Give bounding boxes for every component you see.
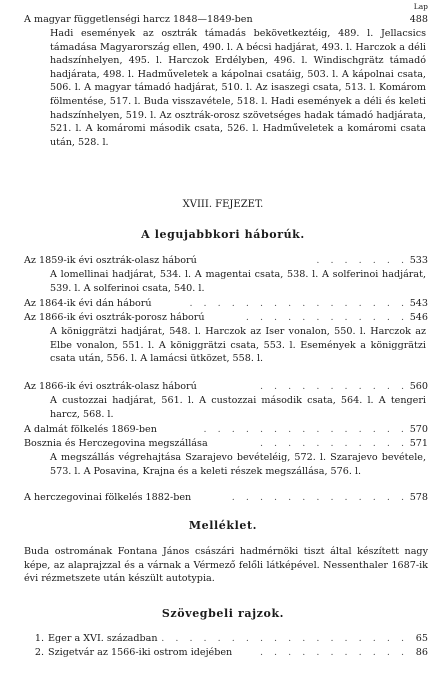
toc-entry-page: 546	[409, 312, 428, 323]
figure-page: 86	[415, 647, 428, 658]
page-column-label: Lap	[413, 2, 428, 11]
toc-entry-label: Bosznia és Herczegovina megszállása	[24, 438, 208, 449]
leader-dots: . . . . . . . . . . .	[259, 381, 408, 392]
leader-dots: . . . . . . . . . . .	[259, 438, 408, 449]
figure-entry	[48, 646, 428, 660]
toc-entry-title	[24, 380, 428, 394]
toc-entry-page: 560	[409, 381, 428, 392]
toc-entry-page: 533	[409, 255, 428, 266]
leader-dots: . . . . . . .	[316, 255, 408, 266]
chapter-number: XVIII. FEJEZET.	[182, 199, 264, 210]
leader-dots: . . . . . . . . . . . . . . .	[203, 424, 408, 435]
toc-entry-description: A megszállás végrehajtása Szarajevo bevételéig, 572. l. Szarajevo bevétele, 573. l. A Posavina, Krajna és a keleti részek megszállása, 576. l.	[50, 452, 426, 477]
figure-title: Eger a XVI. században	[48, 633, 158, 644]
toc-entry-title	[24, 297, 428, 311]
toc-entry-description: A königgrätzi hadjárat, 548. l. Harczok az Iser vonalon, 550. l. Harczok az Elbe vonalon, 551. l. A königgrätzi csata, 553. l. Események a königgrätzi csata után, 556. l. A lamácsi ütközet, 558. l.	[50, 326, 426, 365]
figure-title: Szigetvár az 1566-iki ostrom idejében	[48, 647, 233, 658]
toc-entry-page: 570	[409, 424, 428, 435]
leader-dots: . . . . . . . . . . . .	[245, 312, 408, 323]
toc-entry-description: A lomellinai hadjárat, 534. l. A magentai csata, 538. l. A solferinoi hadjárat, 539. l. A solferinoi csata, 540. l.	[50, 269, 426, 294]
figure-number: 2.	[34, 647, 44, 658]
toc-entry-title	[24, 254, 428, 268]
figure-page: 65	[415, 633, 428, 644]
appendix-text: Buda ostromának Fontana János császári hadmérnöki tiszt által készített nagy képe, az alaprajzzal és a várnak a Vérmező felőli látképével. Nessenthaler 1687-ik évi rézmetszete után készült autotypia.	[24, 546, 428, 585]
leader-dots: . . . . . . . . . . . . .	[231, 492, 408, 503]
toc-entry-label: Az 1864-ik évi dán háború	[24, 298, 152, 309]
toc-entry-page: 571	[409, 438, 428, 449]
toc-entry-page: 578	[409, 492, 428, 503]
toc-entry-label: Az 1866-ik évi osztrák-olasz háború	[24, 381, 197, 392]
leader-dots: . . . . . . . . . . . . . . . . . . . .	[133, 633, 408, 644]
appendix-heading: Melléklet.	[188, 519, 258, 532]
toc-entry-label: Az 1859-ik évi osztrák-olasz háború	[24, 255, 197, 266]
toc-entry-title	[24, 311, 428, 325]
toc-entry-title	[24, 437, 428, 451]
toc-entry-page: 543	[409, 298, 428, 309]
leader-dots: . . . . . . . . . . .	[259, 647, 408, 658]
toc-entry-title	[24, 491, 428, 505]
figure-number: 1.	[34, 633, 44, 644]
chapter-title: A legujabbkori háborúk.	[141, 228, 305, 241]
toc-entry-label: A dalmát fölkelés 1869-ben	[24, 424, 157, 435]
toc-entry-label: A herczegovinai fölkelés 1882-ben	[24, 492, 192, 503]
toc-entry-label: Az 1866-ik évi osztrák-porosz háború	[24, 312, 205, 323]
figure-entry	[48, 632, 428, 646]
toc-entry-title	[24, 13, 428, 27]
figures-heading: Szövegbeli rajzok.	[161, 607, 285, 620]
toc-entry-label: A magyar függetlenségi harcz 1848—1849-ben	[24, 14, 253, 25]
leader-dots: . . . . . . . . . . . . . . . .	[189, 298, 408, 309]
toc-entry-description: A custozzai hadjárat, 561. l. A custozzai második csata, 564. l. A tengeri harcz, 568. l.	[50, 395, 426, 420]
toc-entry-title	[24, 423, 428, 437]
toc-entry-page: 488	[409, 14, 428, 25]
toc-entry-description: Hadi események az osztrák támadás bekövetkeztéig, 489. l. Jellacsics támadása Magyarország ellen, 490. l. A bécsi hadjárat, 493. l. Harczok a déli hadszínhelyen, 495. l. Harczok Erdélyben, 496. l. Windischgrätz támadó hadjárata, 498. l. Hadműveletek a kápolnai csatáig, 503. l. A kápolnai csata, 506. l. A magyar támadó hadjárat, 510. l. Az isaszegi csata, 513. l. Komárom fölmentése, 517. l. Buda visszavétele, 518. l. Hadi események a déli és keleti hadszínhelyen, 519. l. Az osztrák-orosz szövetséges hadak támadó hadjárata, 521. l. A komáromi második csata, 526. l. Hadműveletek a komáromi csata után, 528. l.	[50, 28, 426, 148]
